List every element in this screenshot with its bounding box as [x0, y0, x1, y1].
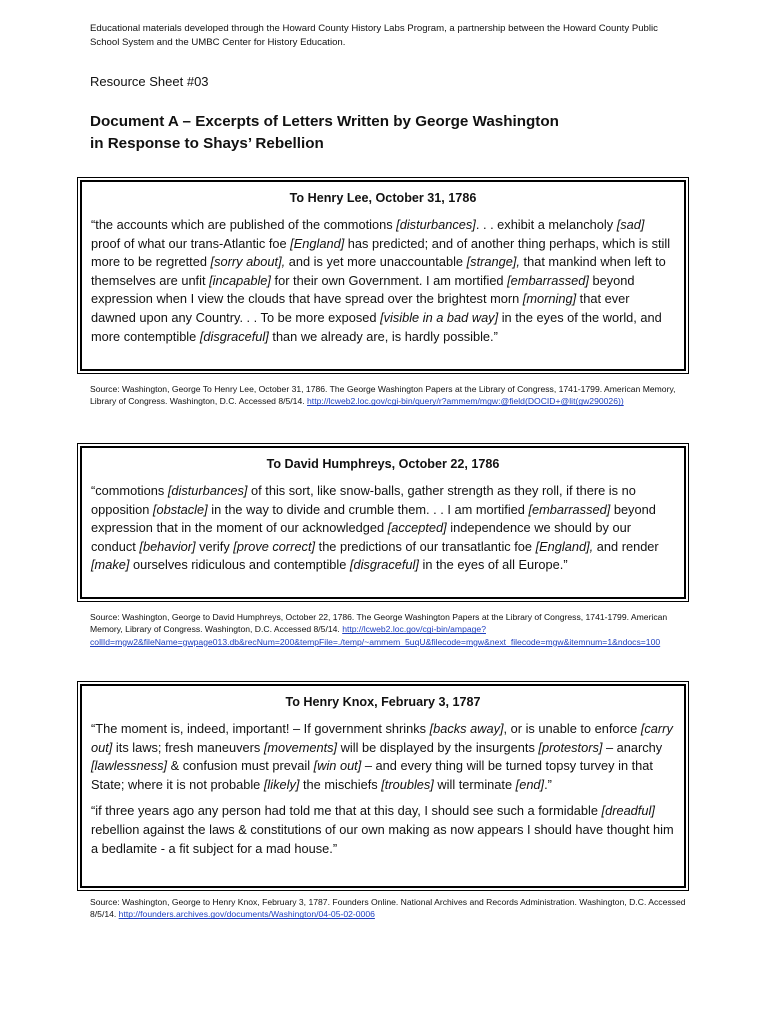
quote-text: ourselves ridiculous and contemptible	[129, 557, 350, 573]
source-link[interactable]: http://lcweb2.loc.gov/cgi-bin/ampage?collId=mgw2&fileName=gwpage013.db&recNum=200&tempFile=./temp/~ammem_5uqU&filecode=mgw&next_filecode=mgw&itemnum=1&ndocs=100	[90, 624, 661, 647]
gloss-definition: [win out]	[313, 758, 362, 774]
quote-text: of this sort, like snow-balls, gather strength as they roll, if there is no opposition	[91, 483, 636, 517]
quote-text: in the eyes of the world, and more contemptible	[91, 309, 662, 344]
quote-text: & confusion must prevail	[167, 758, 314, 774]
gloss-definition: [troubles]	[381, 776, 434, 792]
source-text: Source: Washington, George to David Humphreys, October 22, 1786. The George Washington Papers at the Library of Congress, 1741-1799. American Memory, Library of Congress. Washington, D.C. Accessed 8/5/14.	[90, 612, 668, 635]
quote-text: . . . exhibit a melancholy	[475, 217, 617, 232]
quote-text: beyond expression that in the moment of our acknowledged	[91, 501, 656, 536]
quote-text: will terminate	[433, 776, 516, 792]
gloss-definition: [carry out]	[91, 721, 673, 755]
quote-text: in the eyes of all Europe.”	[418, 557, 568, 573]
gloss-definition: [backs away]	[429, 721, 504, 736]
quote-text: verify	[195, 538, 234, 554]
quote-text: that mankind when left to themselves are unfit	[91, 254, 666, 288]
document-title-line-2: in Response to Shays’ Rebellion	[90, 135, 324, 152]
quote-text: the predictions of our transatlantic foe	[315, 538, 536, 554]
gloss-definition: [disgraceful]	[199, 328, 269, 344]
resource-sheet-label: Resource Sheet #03	[90, 74, 209, 89]
quote-text: for their own Government. I am mortified	[270, 272, 508, 288]
gloss-definition: [obstacle]	[152, 501, 208, 517]
quote-text: beyond expression when I view the clouds that have spread over the brightest morn	[91, 272, 635, 307]
gloss-definition: [England],	[535, 538, 594, 554]
letter-heading: To David Humphreys, October 22, 1786	[266, 457, 500, 471]
quote-text: – anarchy	[602, 739, 663, 755]
quote-text: and render	[593, 538, 659, 554]
quote-text: .”	[544, 776, 552, 792]
gloss-definition: [sorry about],	[210, 254, 286, 270]
quote-text: will be displayed by the insurgents	[337, 739, 539, 755]
quote-text: “commotions	[91, 483, 168, 498]
letter-box-henry-knox	[80, 684, 686, 888]
source-link[interactable]: http://founders.archives.gov/documents/Washington/04-05-02-0006	[118, 909, 375, 920]
letter-heading: To Henry Lee, October 31, 1786	[289, 191, 477, 205]
gloss-definition: [embarrassed]	[507, 272, 589, 288]
letter-excerpt	[91, 720, 675, 794]
source-text: Source: Washington, George to Henry Knox, February 3, 1787. Founders Online. National Archives and Records Administration. Washington, D.C. Accessed 8/5/14.	[90, 897, 686, 920]
gloss-definition: [embarrassed]	[528, 501, 611, 517]
gloss-definition: [dreadful]	[601, 803, 655, 819]
quote-text: its laws; fresh maneuvers	[112, 739, 264, 755]
document-title-line-1: Document A – Excerpts of Letters Written by George Washington	[90, 113, 559, 130]
letter-excerpt	[91, 802, 675, 858]
source-link[interactable]: http://lcweb2.loc.gov/cgi-bin/query/r?ammem/mgw:@field(DOCID+@lit(gw290026))	[307, 396, 624, 407]
program-credit-note: Educational materials developed through the Howard County History Labs Program, a partnership between the Howard County Public School System and the UMBC Center for History Education.	[90, 23, 658, 48]
gloss-definition: [England]	[290, 235, 345, 251]
gloss-definition: [end]	[515, 776, 545, 792]
gloss-definition: [prove correct]	[233, 538, 316, 554]
gloss-definition: [likely]	[263, 776, 300, 792]
gloss-definition: [strange],	[466, 254, 520, 270]
gloss-definition: [disturbances]	[167, 483, 248, 498]
gloss-definition: [lawlessness]	[91, 758, 168, 774]
gloss-definition: [movements]	[263, 739, 338, 755]
quote-text: and is yet more unaccountable	[285, 254, 467, 270]
gloss-definition: [disgraceful]	[349, 557, 419, 573]
document-title	[90, 111, 690, 155]
gloss-definition: [incapable]	[209, 272, 271, 288]
quote-text: rebellion against the laws & constitutions of our own making as now appears I should have thought him a bedlamite - a fit subject for a mad house.”	[91, 821, 674, 856]
letter-excerpt	[91, 482, 675, 575]
gloss-definition: [protestors]	[538, 739, 603, 755]
letter-heading: To Henry Knox, February 3, 1787	[285, 695, 481, 709]
gloss-definition: [accepted]	[387, 520, 447, 536]
gloss-definition: [disturbances]	[396, 217, 476, 232]
gloss-definition: [sad]	[616, 217, 645, 232]
letter-source-citation	[90, 383, 686, 408]
quote-text: “if three years ago any person had told me that at this day, I should see such a formidable	[91, 803, 602, 819]
gloss-definition: [behavior]	[139, 538, 196, 554]
quote-text: – and every thing will be turned topsy turvey in that State; where it is not probable	[91, 758, 653, 792]
letter-box-david-humphreys	[80, 446, 686, 599]
quote-text: “the accounts which are published of the commotions	[91, 217, 397, 232]
quote-text: in the way to divide and crumble them. . . I am mortified	[207, 501, 529, 517]
quote-text: “The moment is, indeed, important! – If government shrinks	[91, 721, 430, 736]
quote-text: independence we should by our conduct	[91, 520, 631, 554]
source-text: Source: Washington, George To Henry Lee, October 31, 1786. The George Washington Papers at the Library of Congress, 1741-1799. American Memory, Library of Congress. Washington, D.C. Accessed 8/5/14.	[90, 384, 676, 407]
quote-text: the mischiefs	[299, 776, 382, 792]
quote-text: has predicted; and of another thing perhaps, which is still more to be regretted	[91, 235, 671, 270]
letter-source-citation	[90, 896, 686, 921]
letter-box-henry-lee	[80, 180, 686, 371]
quote-text: that ever dawned upon any Country. . . To be more exposed	[91, 291, 630, 325]
gloss-definition: [morning]	[522, 291, 577, 307]
quote-text: , or is unable to enforce	[503, 721, 641, 736]
letter-source-citation	[90, 611, 686, 648]
quote-text: than we already are, is hardly possible.”	[268, 328, 498, 344]
gloss-definition: [visible in a bad way]	[380, 309, 499, 325]
gloss-definition: [make]	[91, 557, 130, 573]
quote-text: proof of what our trans-Atlantic foe	[91, 235, 291, 251]
letter-excerpt	[91, 216, 675, 346]
